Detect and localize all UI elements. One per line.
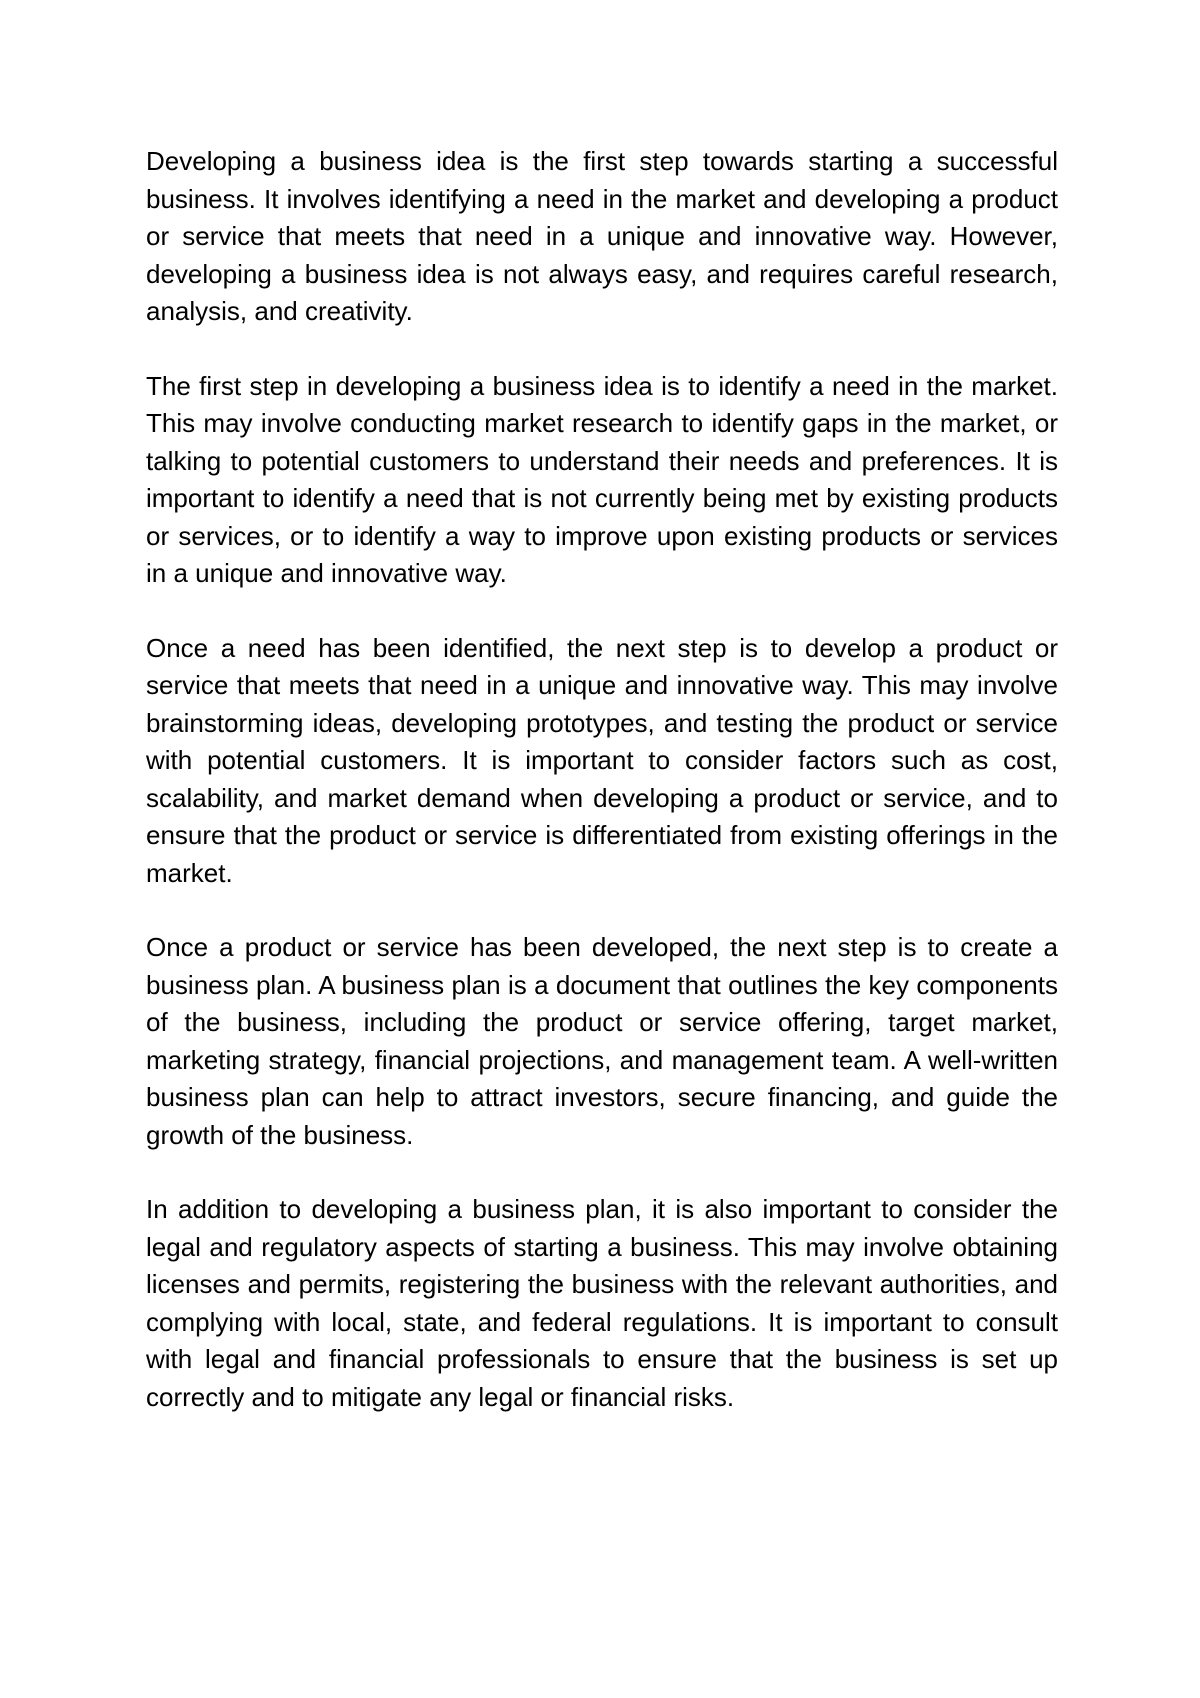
document-body xyxy=(146,143,1058,1416)
paragraph-2: The first step in developing a business idea is to identify a need in the market. This may involve conducting market research to identify gaps in the market, or talking to potential customers to understand their needs and preferences. It is important to identify a need that is not currently being met by existing products or services, or to identify a way to improve upon existing products or services in a unique and innovative way. xyxy=(146,370,1058,588)
paragraph-4: Once a product or service has been developed, the next step is to create a business plan. A business plan is a document that outlines the key components of the business, including the product or service offering, target market, marketing strategy, financial projections, and management team. A well-written business plan can help to attract investors, secure financing, and guide the growth of the business. xyxy=(146,932,1058,1150)
paragraph-3: Once a need has been identified, the next step is to develop a product or service that meets that need in a unique and innovative way. This may involve brainstorming ideas, developing prototypes, and testing the product or service with potential customers. It is important to consider factors such as cost, scalability, and market demand when developing a product or service, and to ensure that the product or service is differentiated from existing offerings in the market. xyxy=(146,632,1058,888)
paragraph-5: In addition to developing a business plan, it is also important to consider the legal and regulatory aspects of starting a business. This may involve obtaining licenses and permits, registering the business with the relevant authorities, and complying with local, state, and federal regulations. It is important to consult with legal and financial professionals to ensure that the business is set up correctly and to mitigate any legal or financial risks. xyxy=(146,1194,1058,1412)
paragraph-1: Developing a business idea is the first step towards starting a successful business. It involves identifying a need in the market and developing a product or service that meets that need in a unique and innovative way. However, developing a business idea is not always easy, and requires careful research, analysis, and creativity. xyxy=(146,146,1058,326)
